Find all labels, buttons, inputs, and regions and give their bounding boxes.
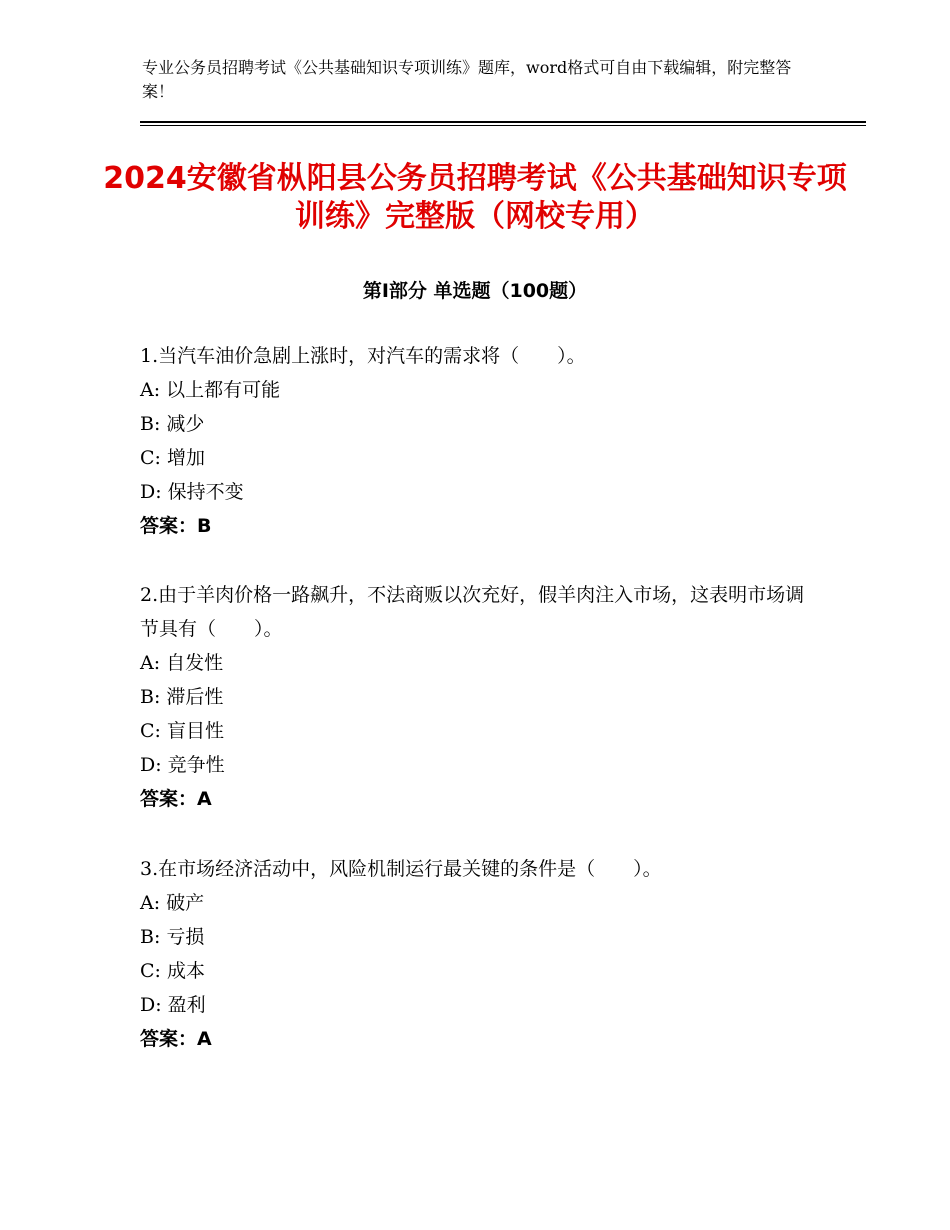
question-stem: 1.当汽车油价急剧上涨时，对汽车的需求将（ ）。 (140, 345, 586, 367)
option-b: B: 亏损 (140, 926, 205, 948)
answer-line (140, 509, 820, 543)
question-1 (140, 339, 820, 543)
answer-value: B (197, 515, 212, 537)
answer-value: A (197, 1028, 212, 1050)
question-stem: 3.在市场经济活动中，风险机制运行最关键的条件是（ ）。 (140, 858, 662, 880)
option-d: D: 竞争性 (140, 754, 225, 776)
document-title: 2024安徽省枞阳县公务员招聘考试《公共基础知识专项训练》完整版（网校专用） (103, 161, 847, 234)
answer-label: 答案： (140, 515, 198, 537)
option-c: C: 成本 (140, 960, 205, 982)
answer-line (140, 782, 820, 816)
option-a: A: 以上都有可能 (140, 379, 281, 401)
header-rule-thick (140, 121, 866, 123)
option-b: B: 减少 (140, 413, 205, 435)
answer-line (140, 1022, 820, 1056)
header-rule-thin (140, 125, 866, 126)
section-title: 第Ⅰ部分 单选题（100题） (362, 280, 588, 302)
header-note: 专业公务员招聘考试《公共基础知识专项训练》题库，word格式可自由下载编辑，附完整答案！ (142, 58, 792, 101)
question-2 (140, 578, 820, 816)
option-a: A: 破产 (140, 892, 205, 914)
answer-value: A (197, 788, 212, 810)
option-a: A: 自发性 (140, 652, 224, 674)
question-3 (140, 852, 820, 1056)
answer-label: 答案： (140, 788, 198, 810)
option-d: D: 盈利 (140, 994, 206, 1016)
option-c: C: 增加 (140, 447, 205, 469)
option-c: C: 盲目性 (140, 720, 224, 742)
answer-label: 答案： (140, 1028, 198, 1050)
option-b: B: 滞后性 (140, 686, 224, 708)
option-d: D: 保持不变 (140, 481, 244, 503)
question-stem: 2.由于羊肉价格一路飙升，不法商贩以次充好，假羊肉注入市场，这表明市场调节具有（ ）。 (140, 584, 805, 640)
